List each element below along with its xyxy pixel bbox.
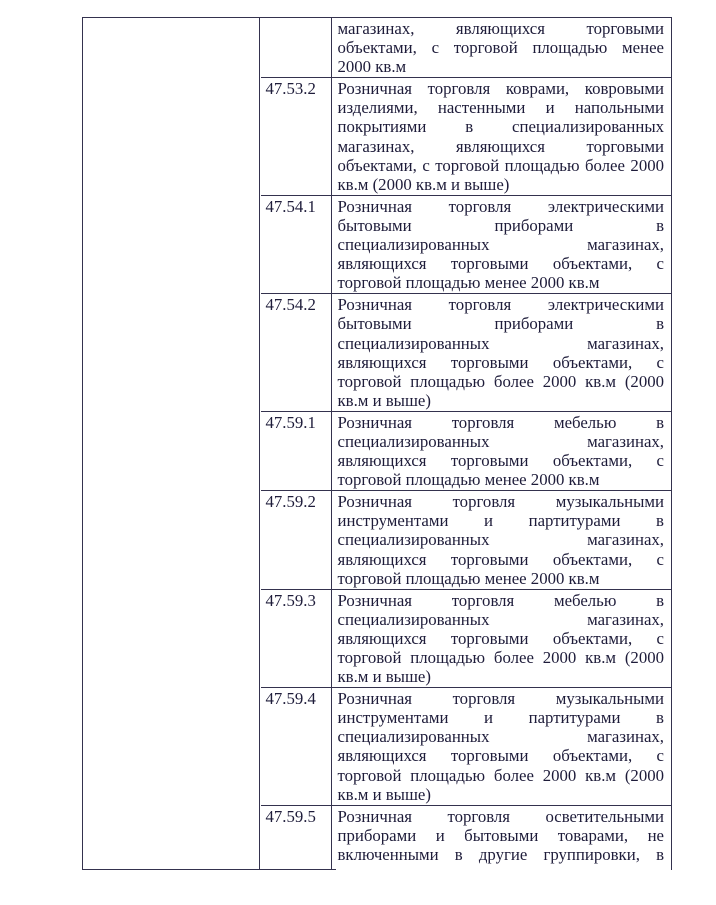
- description-cell: [332, 491, 672, 588]
- description-line: торговой площадью менее 2000 кв.м: [337, 568, 600, 588]
- description-line: Розничная торговля коврами, ковровыми: [337, 79, 664, 99]
- table-row: [261, 18, 672, 77]
- table-row: [261, 490, 672, 588]
- description-cell: [332, 806, 672, 870]
- description-cell: [332, 18, 672, 77]
- table-row: [261, 589, 672, 687]
- description-line: Розничная торговля мебелью в: [337, 412, 664, 432]
- table-row: [261, 411, 672, 490]
- code-cell: [261, 18, 332, 77]
- table-bottom-border-segment: [83, 869, 336, 871]
- description-line: Розничная торговля музыкальными: [337, 689, 664, 709]
- description-line: покрытиями в специализированных: [337, 117, 664, 137]
- description-line: бытовыми приборами в: [337, 215, 664, 235]
- description-line: объектами, с торговой площадью более 2000: [337, 155, 664, 175]
- code-cell: 47.59.3: [261, 590, 332, 687]
- description-line: кв.м и выше): [337, 667, 431, 687]
- description-line: Розничная торговля музыкальными: [337, 492, 664, 512]
- code-cell: 47.59.5: [261, 806, 332, 870]
- left-empty-column-cell: [83, 18, 260, 870]
- description-line: включенными в другие группировки, в: [337, 844, 664, 864]
- description-line: специализированных магазинах,: [337, 609, 664, 629]
- description-line: изделиями, настенными и напольными: [337, 98, 664, 118]
- description-line: Розничная торговля осветительными: [337, 806, 664, 826]
- description-line: кв.м и выше): [337, 390, 431, 410]
- description-line: кв.м (2000 кв.м и выше): [337, 174, 510, 194]
- description-line: Розничная торговля мебелью в: [337, 590, 664, 610]
- description-line: специализированных магазинах,: [337, 235, 664, 255]
- table-row: [261, 293, 672, 411]
- description-line: торговой площадью менее 2000 кв.м: [337, 273, 600, 293]
- description-line: инструментами и партитурами в: [337, 708, 664, 728]
- description-line: торговой площадью более 2000 кв.м (2000: [337, 371, 664, 391]
- description-line: 2000 кв.м: [337, 57, 407, 77]
- description-cell: [332, 78, 672, 195]
- description-cell: [332, 412, 672, 490]
- description-line: специализированных магазинах,: [337, 333, 664, 353]
- code-cell: 47.59.1: [261, 412, 332, 490]
- description-line: объектами, с торговой площадью менее: [337, 38, 664, 58]
- description-line: являющихся торговыми объектами, с: [337, 352, 664, 372]
- code-cell: 47.59.4: [261, 688, 332, 805]
- description-line: являющихся торговыми объектами, с: [337, 549, 664, 569]
- okved-classification-table: [82, 17, 672, 870]
- description-cell: [332, 590, 672, 687]
- description-line: специализированных магазинах,: [337, 431, 664, 451]
- description-line: торговой площадью менее 2000 кв.м: [337, 470, 600, 490]
- description-line: специализированных магазинах,: [337, 727, 664, 747]
- table-rows: [261, 18, 672, 870]
- table-row: [261, 77, 672, 195]
- description-line: являющихся торговыми объектами, с: [337, 254, 664, 274]
- description-line: являющихся торговыми объектами, с: [337, 451, 664, 471]
- description-line: торговой площадью более 2000 кв.м (2000: [337, 765, 664, 785]
- description-cell: [332, 294, 672, 411]
- table-row: [261, 805, 672, 870]
- description-line: бытовыми приборами в: [337, 314, 664, 334]
- description-line: магазинах, являющихся торговыми: [337, 136, 664, 156]
- description-line: являющихся торговыми объектами, с: [337, 746, 664, 766]
- description-line: кв.м и выше): [337, 784, 431, 804]
- description-line: Розничная торговля электрическими: [337, 196, 664, 216]
- description-line: торговой площадью более 2000 кв.м (2000: [337, 648, 664, 667]
- description-line: инструментами и партитурами в: [337, 511, 664, 531]
- description-cell: [332, 196, 672, 293]
- description-line: приборами и бытовыми товарами, не: [337, 825, 664, 845]
- code-cell: 47.54.1: [261, 196, 332, 293]
- description-cell: [332, 688, 672, 805]
- code-cell: 47.59.2: [261, 491, 332, 588]
- code-cell: 47.54.2: [261, 294, 332, 411]
- description-line: Розничная торговля электрическими: [337, 295, 664, 315]
- description-line: являющихся торговыми объектами, с: [337, 628, 664, 648]
- table-row: [261, 687, 672, 805]
- description-line: специализированных магазинах,: [337, 530, 664, 550]
- code-cell: 47.53.2: [261, 78, 332, 195]
- description-line: магазинах, являющихся торговыми: [337, 19, 664, 38]
- table-row: [261, 195, 672, 293]
